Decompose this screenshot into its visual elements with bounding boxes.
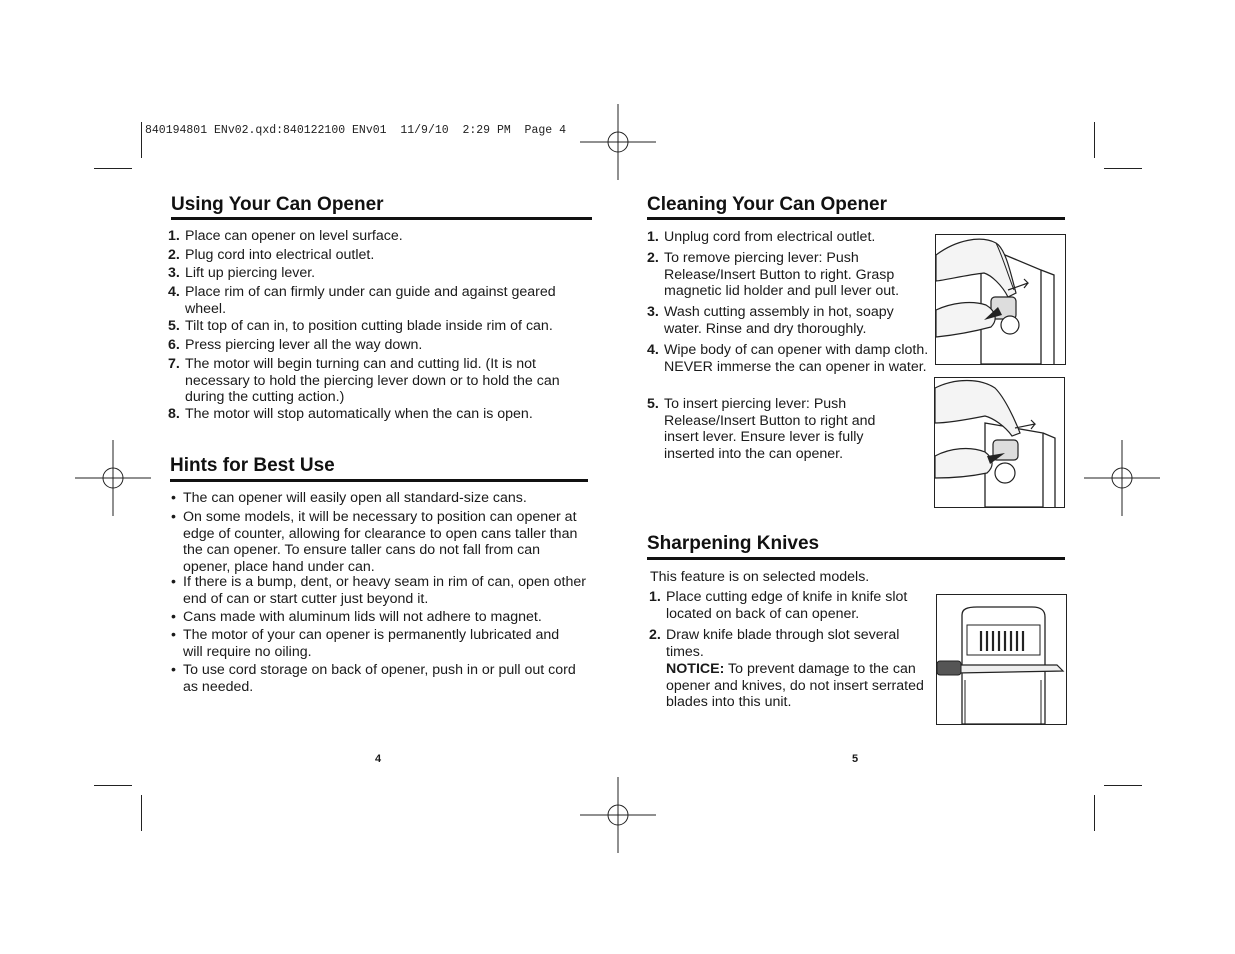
section-rule bbox=[171, 217, 592, 220]
page-number: 5 bbox=[852, 753, 859, 765]
registration-mark-left bbox=[75, 440, 151, 516]
crop-mark bbox=[141, 122, 142, 158]
bullet-item: • On some models, it will be necessary to position can opener at edge of counter, allowing for clearance to open cans taller than the can opener. To ensure taller cans do not fall from can opener, place hand under can. bbox=[171, 509, 578, 575]
list-item: 6. Press piercing lever all the way down. bbox=[168, 337, 423, 353]
list-item: 5. To insert piercing lever: Push Release/Insert Button to right and insert lever. Ensure lever is fully inserted into the can opener. bbox=[647, 396, 876, 462]
list-item: 1. Place can opener on level surface. bbox=[168, 228, 403, 244]
section-rule bbox=[647, 557, 1065, 560]
section-rule bbox=[170, 479, 588, 482]
notice-text: NOTICE: To prevent damage to the can opener and knives, do not insert serrated blades into this unit. bbox=[666, 661, 924, 710]
list-item: 7. The motor will begin turning can and cutting lid. (It is not necessary to hold the piercing lever down or to hold the can during the cutting action.) bbox=[168, 356, 560, 405]
crop-mark bbox=[141, 795, 142, 831]
list-item: 4. Wipe body of can opener with damp cloth. NEVER immerse the can opener in water. bbox=[647, 342, 929, 375]
list-item: 2. Draw knife blade through slot several times. bbox=[649, 627, 900, 660]
section-rule bbox=[647, 217, 1065, 220]
page-number: 4 bbox=[375, 753, 382, 765]
illustration-insert-lever bbox=[934, 377, 1065, 508]
registration-mark-bottom bbox=[580, 777, 656, 853]
list-item: 3. Wash cutting assembly in hot, soapy water. Rinse and dry thoroughly. bbox=[647, 304, 894, 337]
crop-mark bbox=[1094, 122, 1095, 158]
list-item: 2. Plug cord into electrical outlet. bbox=[168, 247, 375, 263]
list-item: 8. The motor will stop automatically when the can is open. bbox=[168, 406, 533, 422]
intro-text: This feature is on selected models. bbox=[650, 569, 870, 585]
notice-label: NOTICE: bbox=[666, 661, 725, 677]
bullet-item: • If there is a bump, dent, or heavy seam in rim of can, open other end of can or start cutter just beyond it. bbox=[171, 574, 586, 607]
crop-mark bbox=[1104, 168, 1142, 169]
crop-mark bbox=[1094, 795, 1095, 831]
bullet-item: • The can opener will easily open all standard-size cans. bbox=[171, 490, 527, 506]
list-item: 1. Unplug cord from electrical outlet. bbox=[647, 229, 876, 245]
section-title-sharpening: Sharpening Knives bbox=[647, 533, 820, 554]
section-title-hints: Hints for Best Use bbox=[170, 455, 335, 476]
list-item: 3. Lift up piercing lever. bbox=[168, 265, 316, 281]
registration-mark-top bbox=[580, 104, 656, 180]
section-title-using: Using Your Can Opener bbox=[171, 194, 384, 215]
crop-mark bbox=[94, 168, 132, 169]
crop-mark bbox=[94, 785, 132, 786]
illustration-knife-sharpener bbox=[936, 594, 1067, 725]
bullet-item: • Cans made with aluminum lids will not adhere to magnet. bbox=[171, 609, 542, 625]
illustration-remove-lever bbox=[935, 234, 1066, 365]
crop-mark bbox=[1104, 785, 1142, 786]
print-slug: 840194801 ENv02.qxd:840122100 ENv01 11/9/10 2:29 PM Page 4 bbox=[145, 124, 566, 137]
section-title-cleaning: Cleaning Your Can Opener bbox=[647, 194, 888, 215]
list-item: 2. To remove piercing lever: Push Release/Insert Button to right. Grasp magnetic lid holder and pull lever out. bbox=[647, 250, 900, 299]
bullet-item: • To use cord storage on back of opener, push in or pull out cord as needed. bbox=[171, 662, 576, 695]
registration-mark-right bbox=[1084, 440, 1160, 516]
list-item: 4. Place rim of can firmly under can guide and against geared wheel. bbox=[168, 284, 556, 317]
list-item: 1. Place cutting edge of knife in knife slot located on back of can opener. bbox=[649, 589, 908, 622]
list-item: 5. Tilt top of can in, to position cutting blade inside rim of can. bbox=[168, 318, 553, 334]
bullet-item: • The motor of your can opener is permanently lubricated and will require no oiling. bbox=[171, 627, 560, 660]
